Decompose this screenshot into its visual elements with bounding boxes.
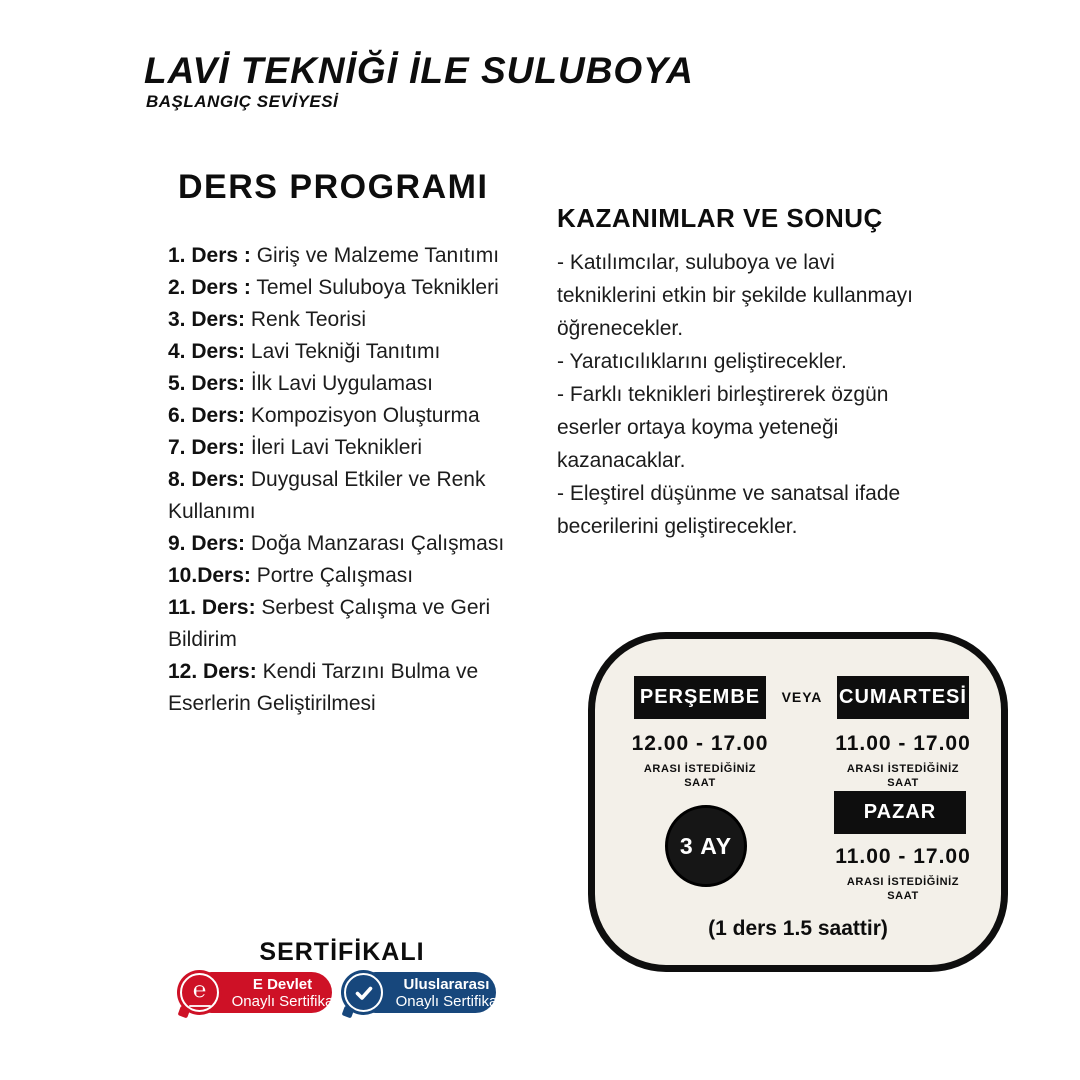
lesson-item: 11. Ders: Serbest Çalışma ve Geri Bildirim bbox=[168, 596, 491, 651]
e-devlet-logo-icon: ℮ bbox=[177, 970, 222, 1015]
hours-thursday: 12.00 - 17.00 bbox=[631, 732, 769, 755]
outcomes-heading: KAZANIMLAR VE SONUÇ bbox=[557, 203, 883, 233]
hours-sunday: 11.00 - 17.00 bbox=[835, 845, 971, 868]
day-chip-sunday: PAZAR bbox=[834, 791, 966, 834]
lesson-item: 8. Ders: Duygusal Etkiler ve Renk Kullanımı bbox=[168, 468, 486, 523]
badge-text: Uluslararası Onaylı Sertifika bbox=[395, 975, 498, 1010]
outcomes-list bbox=[557, 246, 929, 543]
duration-badge: 3 AY bbox=[665, 805, 747, 887]
outcome-item: - Eleştirel düşünme ve sanatsal ifade becerilerini geliştirecekler. bbox=[557, 482, 901, 538]
lesson-item: 1. Ders : Giriş ve Malzeme Tanıtımı bbox=[168, 244, 500, 267]
outcome-item: - Yaratıcılıklarını geliştirecekler. bbox=[557, 350, 847, 373]
lesson-item: 10.Ders: Portre Çalışması bbox=[168, 564, 414, 587]
lesson-item: 9. Ders: Doğa Manzarası Çalışması bbox=[168, 532, 505, 555]
lesson-item: 6. Ders: Kompozisyon Oluşturma bbox=[168, 404, 480, 427]
lesson-item: 2. Ders : Temel Suluboya Teknikleri bbox=[168, 276, 499, 299]
outcome-item: - Katılımcılar, suluboya ve lavi tekniklerini etkin bir şekilde kullanmayı öğrenecekler. bbox=[557, 251, 913, 340]
hours-hint-saturday: ARASI İSTEDİĞİNİZ SAAT bbox=[846, 763, 960, 789]
lesson-item: 7. Ders: İleri Lavi Teknikleri bbox=[168, 436, 423, 459]
checkmark-icon bbox=[341, 970, 386, 1015]
schedule-box bbox=[588, 632, 1008, 972]
badge-text: E Devlet Onaylı Sertifika bbox=[231, 975, 334, 1010]
lesson-item: 5. Ders: İlk Lavi Uygulaması bbox=[168, 372, 433, 395]
hours-hint-thursday: ARASI İSTEDİĞİNİZ SAAT bbox=[643, 763, 757, 789]
page-subtitle: BAŞLANGIÇ SEVİYESİ bbox=[146, 92, 339, 111]
lesson-item: 4. Ders: Lavi Tekniği Tanıtımı bbox=[168, 340, 441, 363]
or-label: VEYA bbox=[781, 689, 823, 705]
badge-e-devlet bbox=[177, 971, 332, 1014]
hours-saturday: 11.00 - 17.00 bbox=[835, 732, 971, 755]
page-title: LAVİ TEKNİĞİ İLE SULUBOYA bbox=[144, 50, 694, 91]
lesson-item: 3. Ders: Renk Teorisi bbox=[168, 308, 367, 331]
certification-heading: SERTİFİKALI bbox=[259, 938, 425, 966]
day-chip-saturday: CUMARTESİ bbox=[837, 676, 969, 719]
outcome-item: - Farklı teknikleri birleştirerek özgün eserler ortaya koyma yeteneği kazanacaklar. bbox=[557, 383, 889, 472]
lesson-list bbox=[168, 240, 512, 720]
program-heading: DERS PROGRAMI bbox=[178, 168, 489, 206]
day-chip-thursday: PERŞEMBE bbox=[634, 676, 766, 719]
hours-hint-sunday: ARASI İSTEDİĞİNİZ SAAT bbox=[846, 876, 960, 902]
lesson-duration-note: (1 ders 1.5 saattir) bbox=[708, 917, 888, 940]
lesson-item: 12. Ders: Kendi Tarzını Bulma ve Eserlerin Geliştirilmesi bbox=[168, 660, 479, 715]
badge-international bbox=[341, 971, 496, 1014]
